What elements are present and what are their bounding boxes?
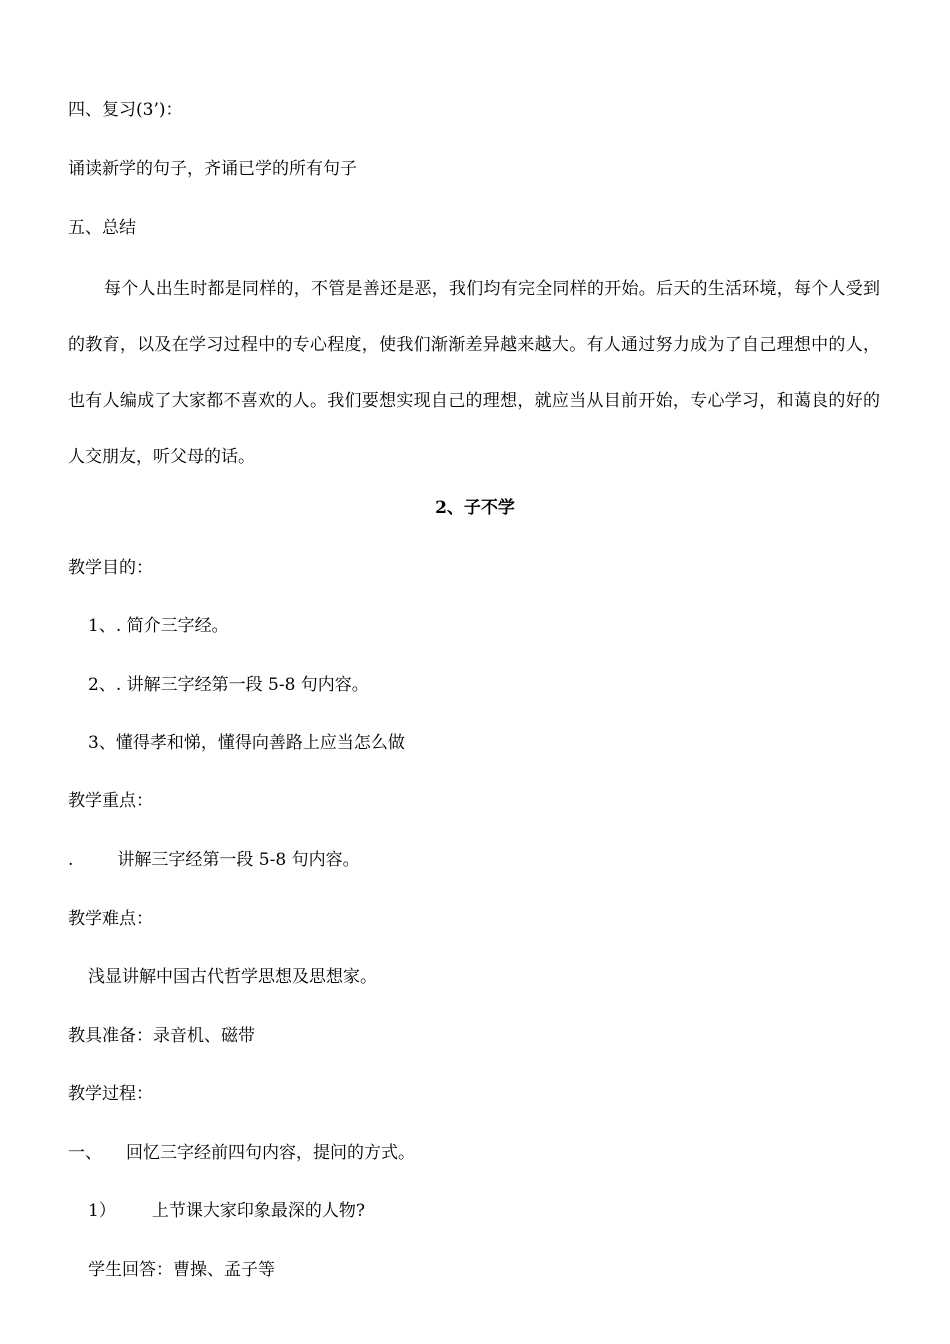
question-1-text: 上节课大家印象最深的人物? bbox=[151, 1201, 365, 1221]
difficulty-heading: 教学难点： bbox=[68, 909, 153, 929]
lesson-title: 2、子不学 bbox=[435, 498, 515, 518]
review-text: 诵读新学的句子，齐诵已学的所有句子 bbox=[68, 159, 357, 179]
objective-3: 3、懂得孝和悌，懂得向善路上应当怎么做 bbox=[88, 733, 405, 753]
objective-2: 2、. 讲解三字经第一段 5-8 句内容。 bbox=[88, 675, 369, 695]
step-1-text: 回忆三字经前四句内容，提问的方式。 bbox=[126, 1143, 415, 1163]
key-point-item bbox=[68, 848, 360, 872]
objective-1: 1、. 简介三字经。 bbox=[88, 616, 229, 636]
step-1 bbox=[68, 1141, 415, 1165]
summary-paragraph: 每个人出生时都是同样的，不管是善还是恶，我们均有完全同样的开始。后天的生活环境，每个人受到的教育，以及在学习过程中的专心程度，使我们渐渐差异越来越大。有人通过努力成为了自己理想中的人，也有人编成了大家都不喜欢的人。我们要想实现自己的理想，就应当从目前开始，专心学习，和蔼良的好的人交朋友，听父母的话。 bbox=[68, 279, 880, 467]
key-points-heading: 教学重点： bbox=[68, 791, 153, 811]
summary-heading: 五、总结 bbox=[68, 218, 136, 238]
question-1 bbox=[88, 1199, 365, 1223]
objectives-heading: 教学目的： bbox=[68, 558, 153, 578]
answer-1: 学生回答：曹操、孟子等 bbox=[88, 1260, 275, 1280]
difficulty-text: 浅显讲解中国古代哲学思想及思想家。 bbox=[88, 967, 377, 987]
step-1-number: 一、 bbox=[68, 1143, 102, 1163]
question-1-number: 1） bbox=[88, 1201, 116, 1221]
review-heading: 四、复习(3’)： bbox=[68, 100, 183, 120]
key-point-bullet: . bbox=[68, 850, 74, 870]
process-heading: 教学过程： bbox=[68, 1084, 153, 1104]
tools-line: 教具准备：录音机、磁带 bbox=[68, 1026, 255, 1046]
key-point-text: 讲解三字经第一段 5-8 句内容。 bbox=[117, 850, 360, 870]
